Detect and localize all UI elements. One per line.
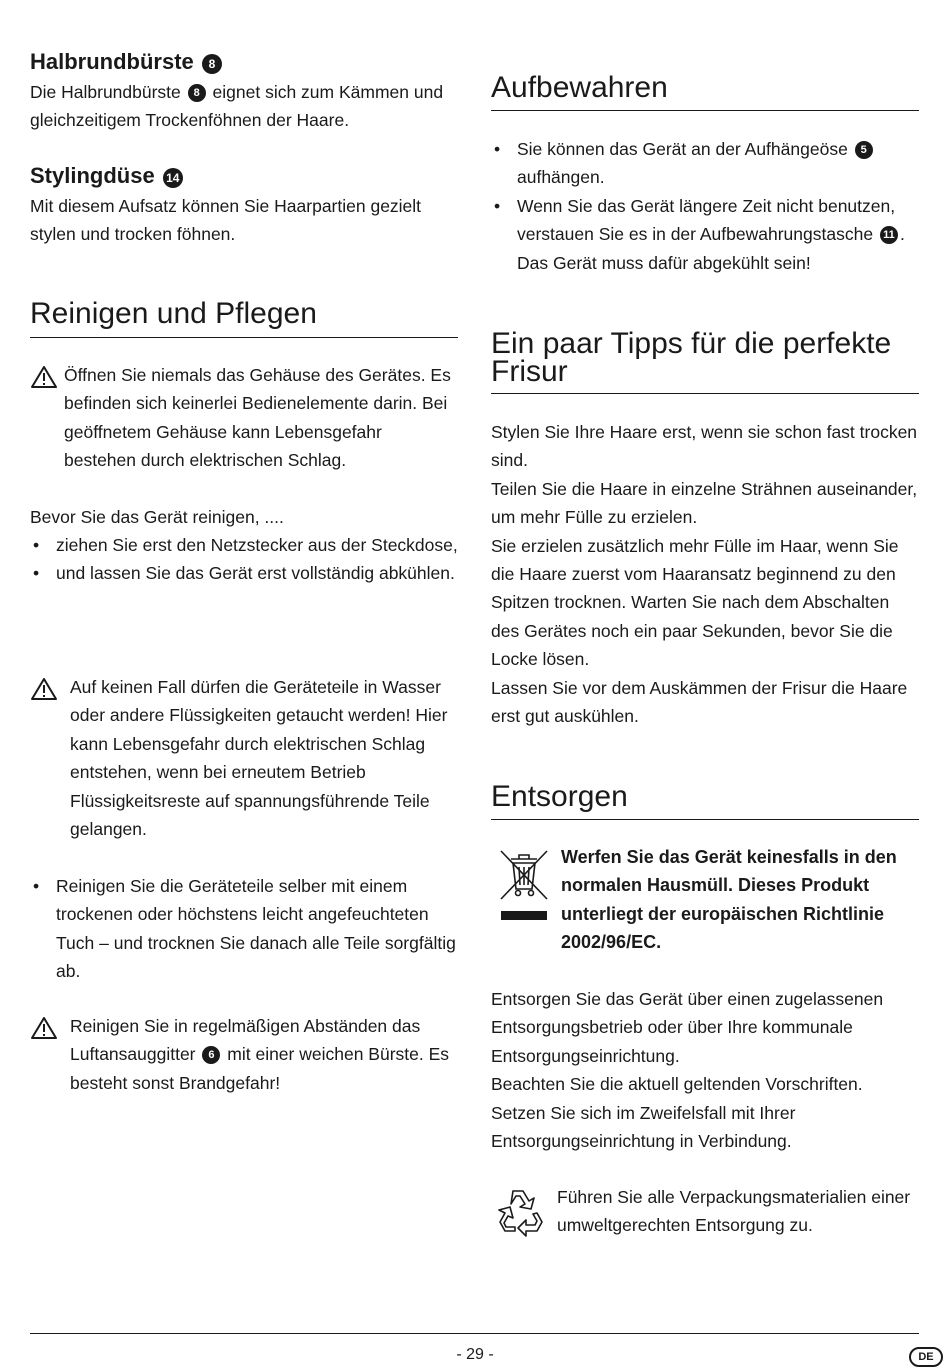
entsorgen-heading: Entsorgen: [491, 783, 919, 820]
paragraph: Beachten Sie die aktuell geltenden Vorschriften. Setzen Sie sich im Zweifelsfall mit Ihrer Entsorgungseinrichtung in Verbindung.: [491, 1074, 863, 1152]
part-number-badge: 8: [188, 84, 206, 102]
language-badge: DE: [909, 1347, 943, 1367]
list-item: • ziehen Sie erst den Netzstecker aus der Steckdose,: [30, 531, 458, 559]
list-item: • Reinigen Sie die Geräteteile selber mit einem trockenen oder höchstens leicht angefeuchteten Tuch – und trocknen Sie danach alle Teile sorgfältig ab.: [30, 872, 458, 986]
halbrund-title: Halbrundbürste: [30, 49, 194, 74]
weee-text: Werfen Sie das Gerät keinesfalls in den normalen Hausmüll. Dieses Produkt unterliegt der europäischen Richtlinie 2002/96/EC.: [561, 847, 897, 953]
list-item: • und lassen Sie das Gerät erst vollständig abkühlen.: [30, 559, 458, 587]
page-number: - 29 -: [456, 1346, 494, 1363]
aufbewahren-bullets: [491, 135, 919, 277]
part-number-badge: 6: [202, 1046, 220, 1064]
reinigen-heading: Reinigen und Pflegen: [30, 300, 458, 338]
paragraph: Lassen Sie vor dem Auskämmen der Frisur die Haare erst gut auskühlen.: [491, 677, 908, 727]
reinigen-intro: Bevor Sie das Gerät reinigen, ....: [30, 507, 284, 527]
warning-block-water: [30, 673, 458, 843]
tipps-heading: Ein paar Tipps für die perfekte Frisur: [491, 330, 919, 394]
list-item: • Sie können das Gerät an der Aufhängeöse 5 aufhängen.: [491, 135, 919, 192]
warning-text: Öffnen Sie niemals das Gehäuse des Gerätes. Es befinden sich keinerlei Bedienelemente darin. Bei geöffnetem Gehäuse kann Lebensgefahr bestehen durch elektrischen Schlag.: [64, 365, 451, 471]
warning-triangle-icon: [30, 677, 58, 701]
warning-text: Reinigen Sie in regelmäßigen Abständen das Luftansauggitter 6 mit einer weichen Bürste. Es besteht sonst Brandgefahr!: [70, 1016, 450, 1093]
halbrund-text: Die Halbrundbürste 8 eignet sich zum Kämmen und gleichzeitigem Trockenföhnen der Haare.: [30, 82, 444, 131]
styling-text: Mit diesem Aufsatz können Sie Haarpartien gezielt stylen und trocken föhnen.: [30, 196, 422, 245]
warning-triangle-icon: [30, 365, 58, 389]
warning-block-housing: [30, 361, 458, 475]
part-number-badge: 14: [163, 168, 183, 188]
footer-divider: [30, 1333, 919, 1334]
paragraph: Entsorgen Sie das Gerät über einen zugelassenen Entsorgungsbetrieb oder über Ihre kommunale Entsorgungseinrichtung.: [491, 989, 884, 1066]
warning-block-grid: [30, 1012, 458, 1097]
crossed-out-bin-icon: [497, 845, 551, 925]
part-number-badge: 8: [202, 54, 222, 74]
recycle-text: Führen Sie alle Verpackungsmaterialien einer umweltgerechten Entsorgung zu.: [557, 1187, 911, 1236]
weee-notice: [491, 843, 919, 957]
part-number-badge: 5: [855, 141, 873, 159]
styling-title: Stylingdüse: [30, 163, 155, 188]
paragraph: Sie erzielen zusätzlich mehr Fülle im Haar, wenn Sie die Haare zuerst vom Haaransatz beginnend zu den Spitzen trocknen. Warten Sie nach dem Abschalten des Gerätes noch ein paar Sekunden, bevor Sie die Locke lösen.: [491, 535, 899, 670]
recycle-notice: [491, 1183, 919, 1240]
warning-text: Auf keinen Fall dürfen die Geräteteile in Wasser oder andere Flüssigkeiten getaucht werden! Hier kann Lebensgefahr durch elektrischen Schlag entstehen, wenn bei erneutem Betrieb Flüssigkeitsreste auf spannungsführende Teile gelangen.: [70, 677, 448, 840]
aufbewahren-heading: Aufbewahren: [491, 74, 919, 111]
tipps-text: [491, 418, 919, 730]
entsorgen-text: [491, 985, 919, 1155]
reinigen-bullets: [30, 531, 458, 588]
halbrund-heading: [30, 48, 224, 76]
warning-triangle-icon: [30, 1016, 58, 1040]
styling-heading: [30, 162, 185, 190]
part-number-badge: 11: [880, 226, 898, 244]
paragraph: Stylen Sie Ihre Haare erst, wenn sie schon fast trocken sind.: [491, 422, 918, 471]
paragraph: Teilen Sie die Haare in einzelne Strähnen auseinander, um mehr Fülle zu erzielen.: [491, 478, 918, 528]
list-item: • Wenn Sie das Gerät längere Zeit nicht benutzen, verstauen Sie es in der Aufbewahrungstasche 11 . Das Gerät muss dafür abgekühlt sein!: [491, 192, 919, 277]
clean-bullets: [30, 872, 458, 986]
